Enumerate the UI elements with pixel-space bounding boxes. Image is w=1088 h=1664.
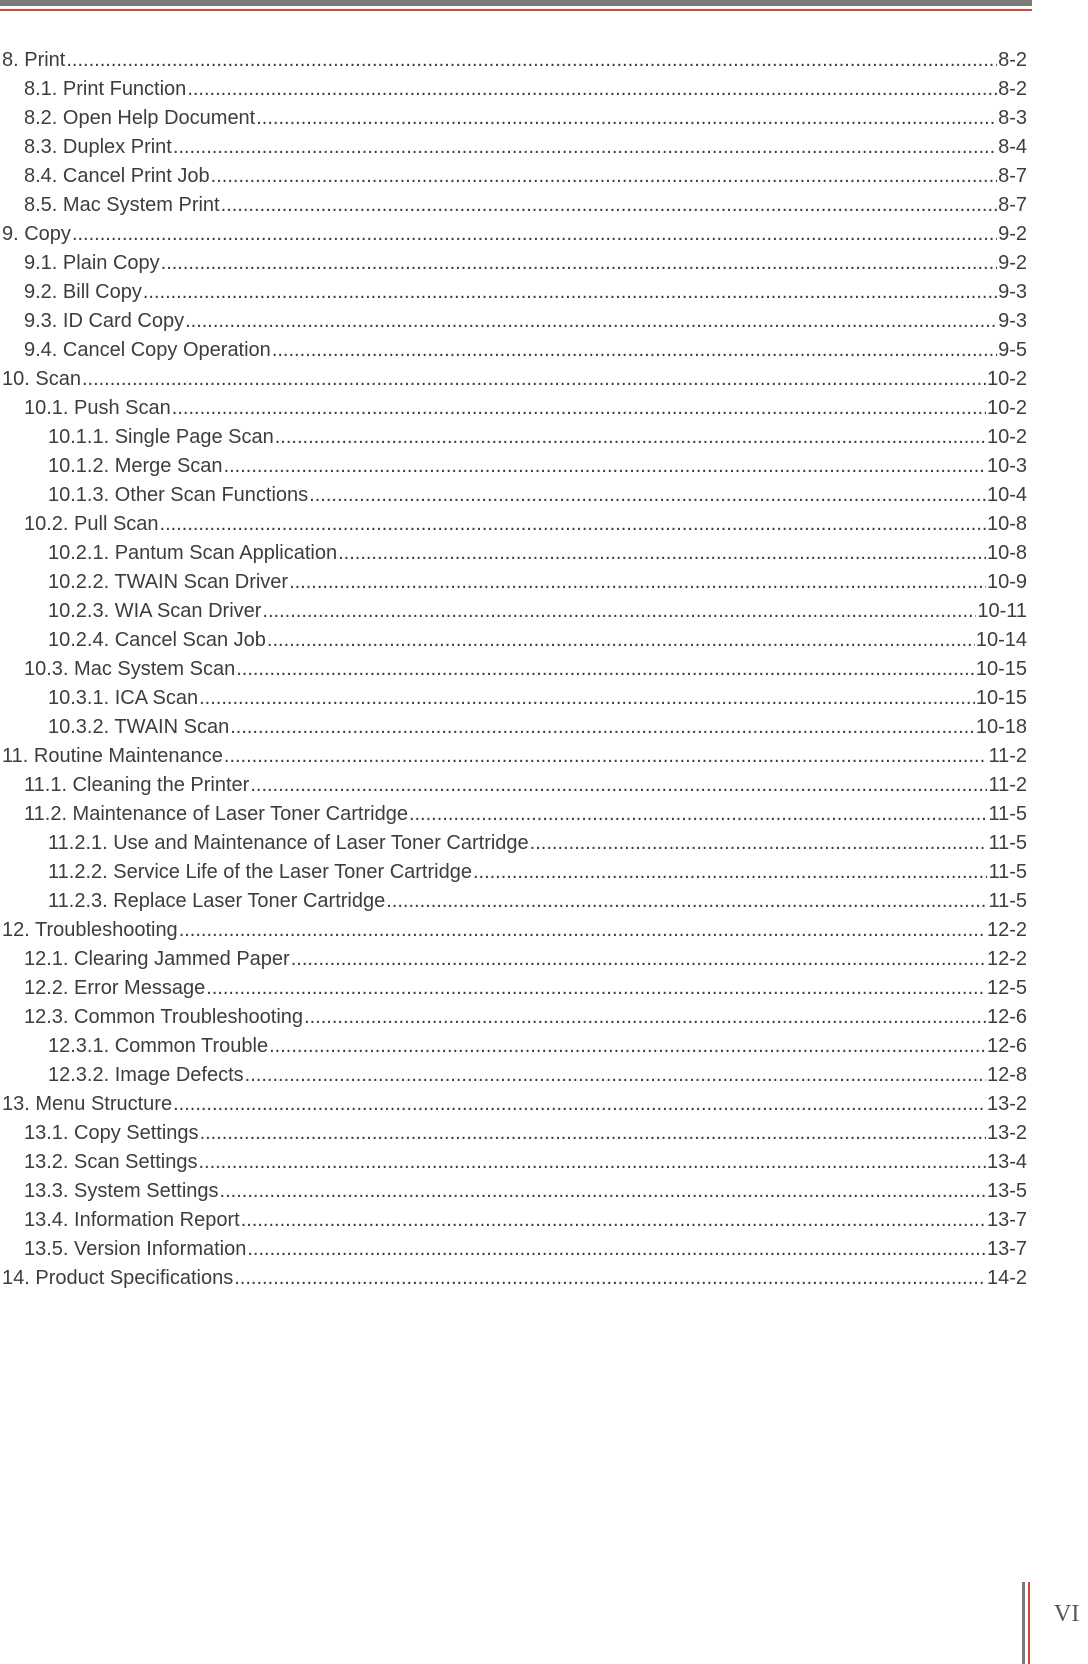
toc-entry-title: 13.2. Scan Settings — [24, 1151, 198, 1173]
toc-dot-leader — [409, 800, 988, 829]
toc-entry-page: 10-15 — [975, 687, 1027, 709]
toc-entry-title: 8.5. Mac System Print — [24, 194, 220, 216]
toc-dot-leader — [245, 1061, 986, 1090]
toc-dot-leader — [230, 713, 975, 742]
toc-dot-leader — [187, 75, 997, 104]
toc-entry[interactable] — [2, 887, 1027, 916]
toc-entry-page: 10-11 — [977, 600, 1027, 622]
footer-rule-red — [1028, 1582, 1030, 1664]
toc-entry-title: 10.2. Pull Scan — [24, 513, 159, 535]
toc-entry-title: 12.1. Clearing Jammed Paper — [24, 948, 290, 970]
footer-rule-grey — [1022, 1582, 1025, 1664]
toc-entry[interactable] — [2, 974, 1027, 1003]
toc-entry-page: 8-4 — [998, 136, 1027, 158]
toc-entry-title: 11.1. Cleaning the Printer — [24, 774, 250, 796]
toc-dot-leader — [211, 162, 997, 191]
toc-entry-title: 11.2.1. Use and Maintenance of Laser Toner Cartridge — [48, 832, 529, 854]
toc-dot-leader — [247, 1235, 986, 1264]
toc-entry-title: 12. Troubleshooting — [2, 919, 178, 941]
toc-entry[interactable] — [2, 771, 1027, 800]
toc-entry-title: 9.3. ID Card Copy — [24, 310, 185, 332]
toc-entry-page: 10-2 — [986, 426, 1027, 448]
toc-dot-leader — [172, 394, 986, 423]
header-rule-grey — [0, 0, 1032, 6]
toc-entry-page: 12-2 — [986, 919, 1027, 941]
toc-entry-title: 10.1. Push Scan — [24, 397, 171, 419]
toc-entry-title: 10.1.1. Single Page Scan — [48, 426, 274, 448]
toc-entry-page: 9-3 — [998, 310, 1027, 332]
toc-entry-title: 13.1. Copy Settings — [24, 1122, 199, 1144]
toc-entry[interactable] — [2, 481, 1027, 510]
toc-entry-title: 11.2.2. Service Life of the Laser Toner Cartridge — [48, 861, 472, 883]
toc-dot-leader — [304, 1003, 986, 1032]
toc-dot-leader — [473, 858, 988, 887]
toc-entry-title: 9.1. Plain Copy — [24, 252, 160, 274]
toc-entry-page: 10-18 — [975, 716, 1027, 738]
toc-dot-leader — [221, 191, 997, 220]
toc-entry-page: 10-2 — [986, 368, 1027, 390]
toc-entry-page: 13-2 — [986, 1093, 1027, 1115]
toc-entry[interactable] — [2, 423, 1027, 452]
toc-dot-leader — [161, 249, 997, 278]
toc-dot-leader — [291, 945, 986, 974]
toc-entry[interactable] — [2, 597, 1027, 626]
toc-entry-page: 8-7 — [998, 165, 1027, 187]
toc-entry[interactable] — [2, 510, 1027, 539]
toc-entry[interactable] — [2, 365, 1027, 394]
toc-entry[interactable] — [2, 829, 1027, 858]
toc-entry-title: 10.2.4. Cancel Scan Job — [48, 629, 266, 651]
toc-entry-page: 13-4 — [986, 1151, 1027, 1173]
toc-entry-title: 11.2.3. Replace Laser Toner Cartridge — [48, 890, 386, 912]
toc-entry[interactable] — [2, 1177, 1027, 1206]
toc-entry-title: 11.2. Maintenance of Laser Toner Cartridge — [24, 803, 408, 825]
toc-entry[interactable] — [2, 800, 1027, 829]
toc-entry-page: 12-6 — [986, 1006, 1027, 1028]
toc-dot-leader — [530, 829, 988, 858]
toc-entry[interactable] — [2, 249, 1027, 278]
toc-dot-leader — [220, 1177, 986, 1206]
toc-dot-leader — [160, 510, 986, 539]
toc-dot-leader — [179, 916, 986, 945]
toc-entry-page: 14-2 — [986, 1267, 1027, 1289]
toc-entry[interactable] — [2, 133, 1027, 162]
toc-entry-title: 8.4. Cancel Print Job — [24, 165, 210, 187]
toc-entry[interactable] — [2, 684, 1027, 713]
toc-entry-page: 13-7 — [986, 1238, 1027, 1260]
toc-entry[interactable] — [2, 278, 1027, 307]
toc-entry[interactable] — [2, 626, 1027, 655]
toc-entry-page: 8-2 — [998, 49, 1027, 71]
toc-entry-page: 12-2 — [986, 948, 1027, 970]
toc-entry-page: 13-7 — [986, 1209, 1027, 1231]
toc-entry[interactable] — [2, 1264, 1027, 1293]
toc-entry[interactable] — [2, 858, 1027, 887]
toc-dot-leader — [185, 307, 997, 336]
toc-entry-page: 10-4 — [986, 484, 1027, 506]
toc-entry-page: 11-5 — [988, 890, 1027, 912]
toc-entry-title: 11. Routine Maintenance — [2, 745, 223, 767]
toc-entry[interactable] — [2, 1003, 1027, 1032]
toc-entry-page: 10-14 — [975, 629, 1027, 651]
toc-dot-leader — [236, 655, 975, 684]
toc-entry[interactable] — [2, 1148, 1027, 1177]
toc-entry-page: 9-2 — [998, 252, 1027, 274]
toc-entry[interactable] — [2, 568, 1027, 597]
toc-dot-leader — [250, 771, 987, 800]
toc-entry-title: 8. Print — [2, 49, 66, 71]
toc-entry-page: 10-9 — [986, 571, 1027, 593]
toc-entry-title: 10.2.1. Pantum Scan Application — [48, 542, 338, 564]
toc-entry-title: 8.3. Duplex Print — [24, 136, 172, 158]
toc-entry-page: 8-7 — [998, 194, 1027, 216]
toc-dot-leader — [173, 133, 997, 162]
toc-dot-leader — [82, 365, 986, 394]
toc-entry[interactable] — [2, 46, 1027, 75]
toc-entry[interactable] — [2, 1032, 1027, 1061]
toc-entry-title: 10.3.2. TWAIN Scan — [48, 716, 230, 738]
toc-dot-leader — [224, 452, 986, 481]
toc-entry-title: 10.1.2. Merge Scan — [48, 455, 223, 477]
toc-entry[interactable] — [2, 336, 1027, 365]
toc-entry-page: 10-3 — [986, 455, 1027, 477]
toc-entry-title: 13.4. Information Report — [24, 1209, 240, 1231]
toc-dot-leader — [198, 1148, 986, 1177]
toc-entry[interactable] — [2, 1090, 1027, 1119]
toc-dot-leader — [386, 887, 987, 916]
toc-entry[interactable] — [2, 713, 1027, 742]
toc-dot-leader — [256, 104, 997, 133]
toc-entry-page: 8-2 — [998, 78, 1027, 100]
toc-entry-page: 12-8 — [986, 1064, 1027, 1086]
toc-entry-page: 11-5 — [988, 861, 1027, 883]
toc-entry-page: 11-2 — [988, 745, 1027, 767]
toc-entry-page: 8-3 — [998, 107, 1027, 129]
toc-dot-leader — [241, 1206, 986, 1235]
toc-entry[interactable] — [2, 191, 1027, 220]
toc-dot-leader — [72, 220, 997, 249]
toc-entry[interactable] — [2, 394, 1027, 423]
toc-entry[interactable] — [2, 1206, 1027, 1235]
toc-entry[interactable] — [2, 945, 1027, 974]
header-rule-red — [0, 9, 1032, 11]
toc-dot-leader — [262, 597, 976, 626]
toc-entry-page: 12-6 — [986, 1035, 1027, 1057]
toc-dot-leader — [338, 539, 986, 568]
toc-entry-title: 12.2. Error Message — [24, 977, 206, 999]
toc-dot-leader — [269, 1032, 986, 1061]
toc-entry-page: 9-5 — [998, 339, 1027, 361]
toc-dot-leader — [267, 626, 975, 655]
toc-entry[interactable] — [2, 307, 1027, 336]
table-of-contents — [2, 46, 1027, 1293]
toc-entry-title: 13.3. System Settings — [24, 1180, 219, 1202]
toc-entry-title: 12.3.1. Common Trouble — [48, 1035, 269, 1057]
toc-entry-page: 10-8 — [986, 542, 1027, 564]
toc-dot-leader — [200, 1119, 986, 1148]
toc-entry-title: 10.2.2. TWAIN Scan Driver — [48, 571, 289, 593]
toc-entry-page: 11-2 — [988, 774, 1027, 796]
toc-entry-title: 12.3. Common Troubleshooting — [24, 1006, 304, 1028]
toc-dot-leader — [272, 336, 997, 365]
toc-entry-page: 13-5 — [986, 1180, 1027, 1202]
toc-dot-leader — [199, 684, 975, 713]
toc-entry-title: 13.5. Version Information — [24, 1238, 247, 1260]
toc-entry[interactable] — [2, 742, 1027, 771]
toc-entry-page: 10-2 — [986, 397, 1027, 419]
toc-entry[interactable] — [2, 220, 1027, 249]
toc-dot-leader — [234, 1264, 986, 1293]
toc-dot-leader — [275, 423, 986, 452]
toc-entry-title: 12.3.2. Image Defects — [48, 1064, 244, 1086]
toc-entry-title: 14. Product Specifications — [2, 1267, 234, 1289]
toc-entry-page: 10-8 — [986, 513, 1027, 535]
toc-entry-title: 8.1. Print Function — [24, 78, 187, 100]
toc-entry[interactable] — [2, 1235, 1027, 1264]
toc-entry[interactable] — [2, 75, 1027, 104]
toc-dot-leader — [309, 481, 986, 510]
toc-entry[interactable] — [2, 539, 1027, 568]
toc-dot-leader — [289, 568, 986, 597]
toc-entry-title: 10. Scan — [2, 368, 81, 390]
toc-entry-page: 11-5 — [988, 803, 1027, 825]
toc-dot-leader — [206, 974, 986, 1003]
toc-entry-page: 11-5 — [988, 832, 1027, 854]
toc-dot-leader — [173, 1090, 986, 1119]
toc-entry[interactable] — [2, 916, 1027, 945]
toc-entry-title: 13. Menu Structure — [2, 1093, 173, 1115]
toc-entry-title: 10.1.3. Other Scan Functions — [48, 484, 309, 506]
toc-entry-title: 9. Copy — [2, 223, 71, 245]
toc-entry[interactable] — [2, 104, 1027, 133]
toc-entry-page: 9-2 — [998, 223, 1027, 245]
toc-dot-leader — [66, 46, 997, 75]
toc-entry[interactable] — [2, 1061, 1027, 1090]
toc-entry-title: 9.2. Bill Copy — [24, 281, 142, 303]
toc-entry-page: 9-3 — [998, 281, 1027, 303]
toc-entry-page: 12-5 — [986, 977, 1027, 999]
toc-entry-title: 9.4. Cancel Copy Operation — [24, 339, 271, 361]
toc-entry-title: 8.2. Open Help Document — [24, 107, 256, 129]
toc-entry-page: 13-2 — [986, 1122, 1027, 1144]
toc-dot-leader — [143, 278, 997, 307]
page-number: VI — [1054, 1601, 1080, 1627]
toc-entry-title: 10.2.3. WIA Scan Driver — [48, 600, 262, 622]
toc-entry-page: 10-15 — [975, 658, 1027, 680]
toc-entry-title: 10.3.1. ICA Scan — [48, 687, 199, 709]
toc-entry[interactable] — [2, 1119, 1027, 1148]
toc-entry[interactable] — [2, 452, 1027, 481]
toc-entry-title: 10.3. Mac System Scan — [24, 658, 236, 680]
toc-entry[interactable] — [2, 162, 1027, 191]
toc-dot-leader — [224, 742, 988, 771]
toc-entry[interactable] — [2, 655, 1027, 684]
